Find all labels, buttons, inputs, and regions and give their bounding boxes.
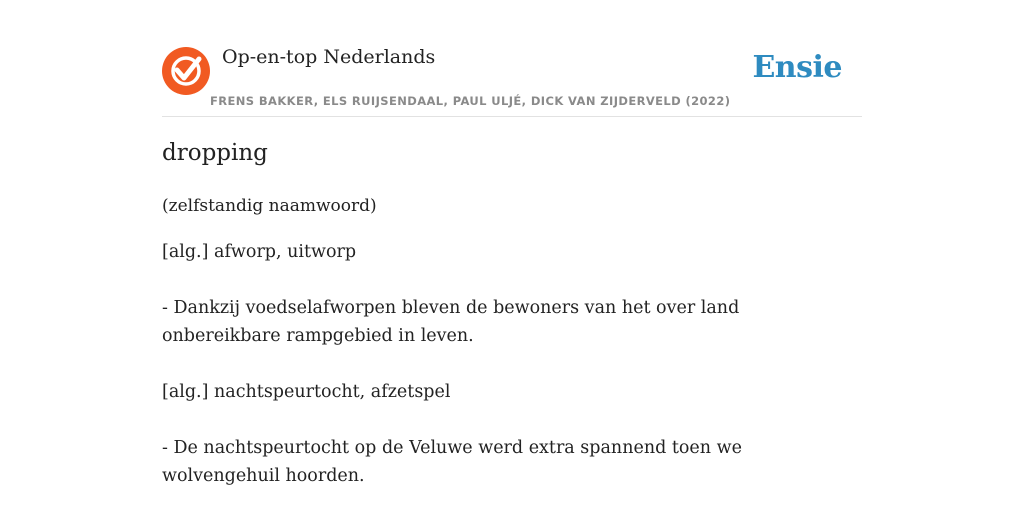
checkmark-icon (162, 47, 210, 95)
part-of-speech: (zelfstandig naamwoord) (162, 196, 377, 216)
sense-definition-2: [alg.] nachtspeurtocht, afzetspel (162, 382, 451, 402)
source-logo[interactable] (162, 47, 210, 95)
sense-example-1: - Dankzij voedselafworpen bleven de bewoners van het over land onbereikbare rampgebied in leven. (162, 298, 740, 346)
page-container (162, 0, 862, 486)
source-header (162, 0, 862, 117)
source-title[interactable]: Op-en-top Nederlands (222, 46, 436, 68)
sense-example-2: - De nachtspeurtocht op de Veluwe werd extra spannend toen we wolvengehuil hoorden. (162, 438, 742, 486)
sense-definition-1: [alg.] afworp, uitworp (162, 242, 357, 262)
source-authors: FRENS BAKKER, ELS RUIJSENDAAL, PAUL ULJÉ, DICK VAN ZIJDERVELD (2022) (210, 94, 731, 108)
brand-logo[interactable]: Ensie (752, 50, 842, 85)
entry-headword: dropping (162, 140, 268, 166)
